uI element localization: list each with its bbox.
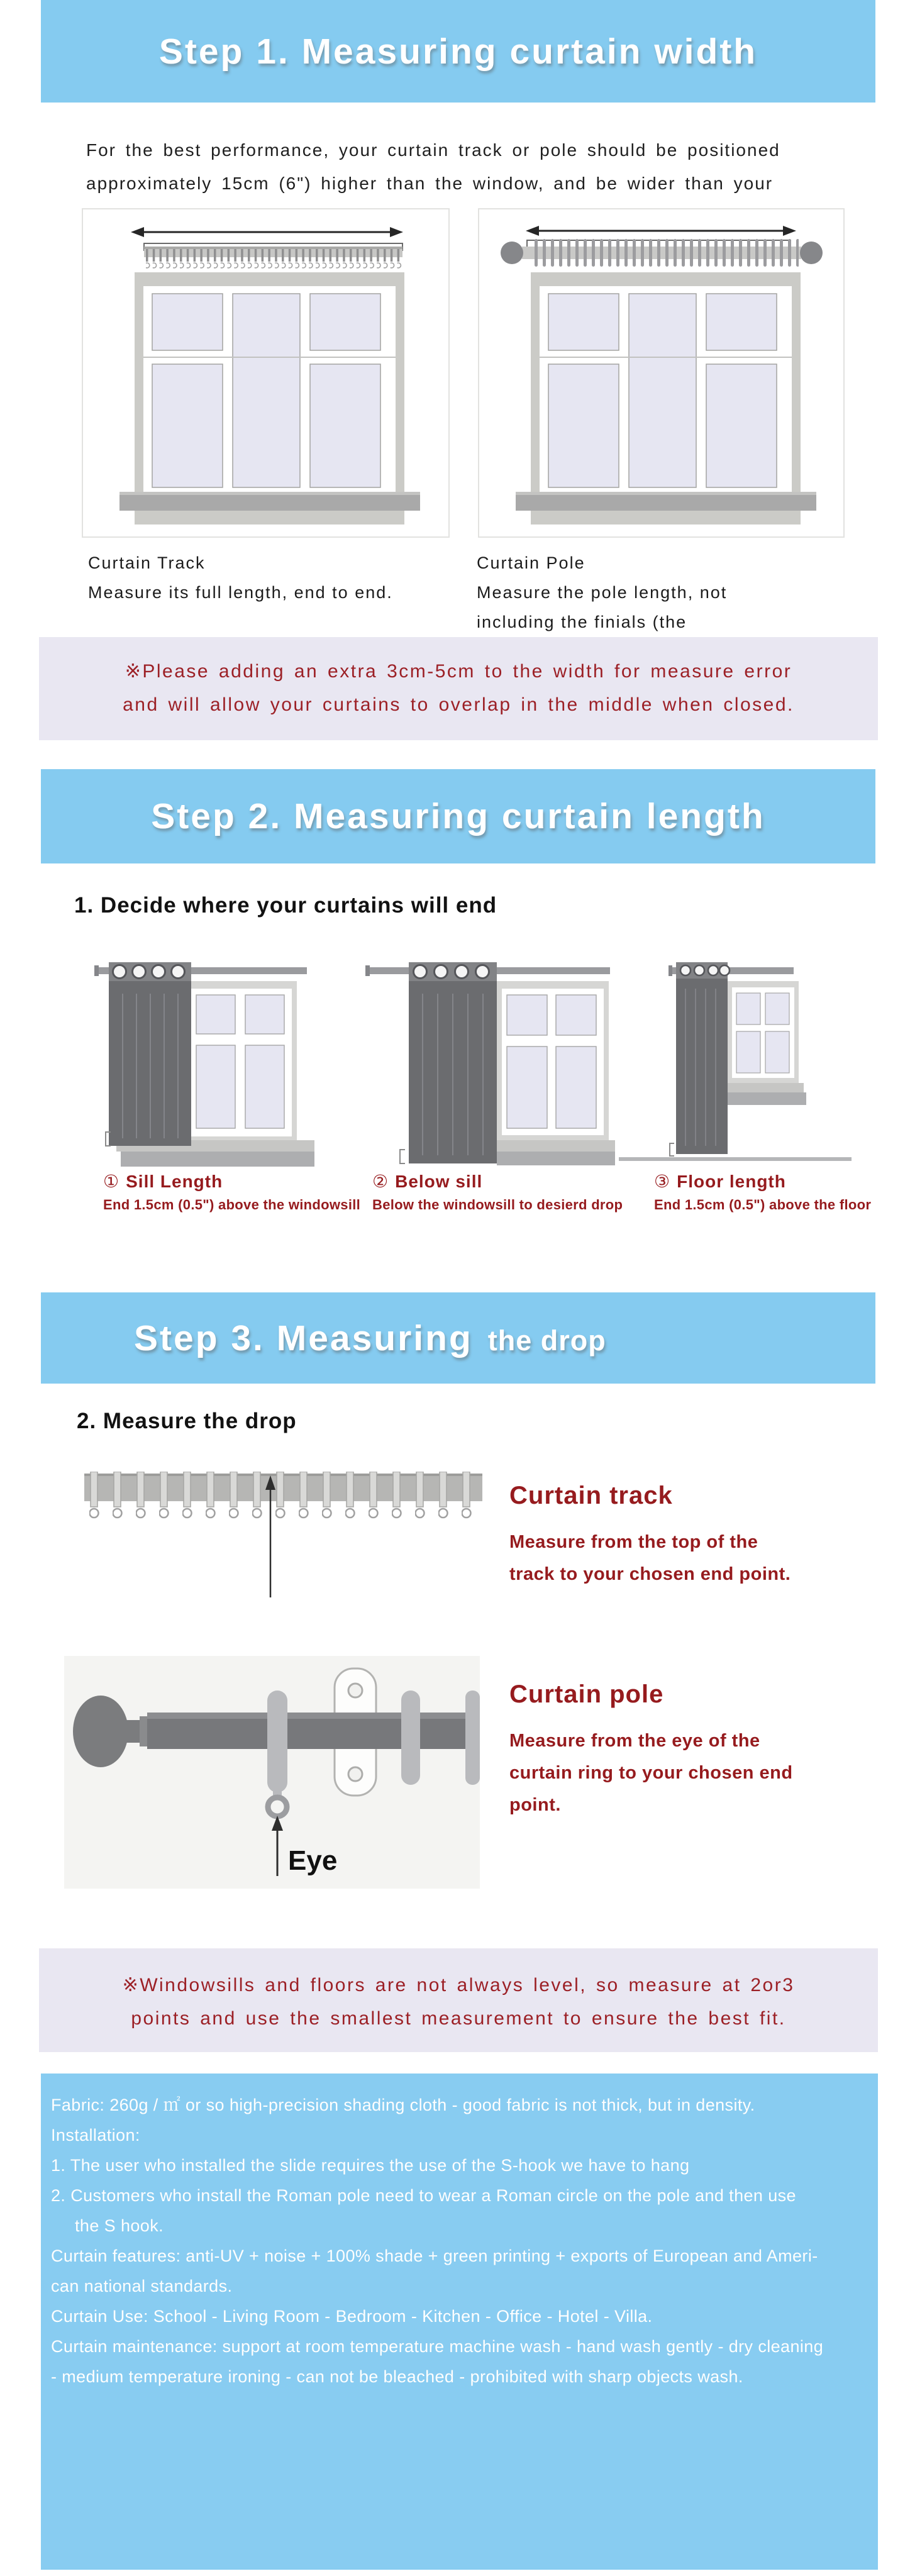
option2-desc: Below the windowsill to desierd drop (372, 1197, 623, 1213)
windowsill-graphic (119, 492, 420, 511)
grommet-curtain-graphic (409, 962, 497, 1163)
measure-mark (400, 1150, 405, 1163)
option2-label: Below sill (395, 1172, 483, 1191)
level-warning-note (39, 1948, 878, 2052)
option-floor-length (654, 1171, 871, 1213)
option2-number: ② (372, 1172, 389, 1191)
step1-banner (41, 0, 875, 103)
windowsill-graphic (492, 1140, 615, 1152)
footer-line: Fabric: 260g / ㎡ or so high-precision shading cloth - good fabric is not thick, but in density. (51, 2096, 755, 2114)
track-drop-desc2: track to your chosen end point. (509, 1564, 791, 1584)
sill-length-illustration (94, 957, 314, 1171)
pole-drop-desc1: Measure from the eye of the (509, 1731, 760, 1751)
option-below-sill (372, 1171, 623, 1213)
curtain-track-graphic (144, 247, 402, 270)
footer-line: - medium temperature ironing - can not be bleached - prohibited with sharp objects wash. (51, 2367, 743, 2386)
windowsill-graphic (723, 1083, 804, 1092)
step3-heading: 2. Measure the drop (77, 1409, 297, 1433)
floor-length-illustration (616, 957, 855, 1165)
pole-drop-desc2: curtain ring to your chosen end (509, 1763, 793, 1783)
option1-label: Sill Length (126, 1172, 223, 1191)
eye-label: Eye (288, 1845, 338, 1876)
track-caption (88, 548, 393, 608)
floor-line (619, 1157, 852, 1161)
step1-title: Step 1. Measuring curtain width (158, 31, 758, 72)
double-arrow-icon (526, 226, 796, 236)
track-window-graphic (83, 209, 448, 536)
note2-line1: ※Windowsills and floors are not always level, so measure at 2or3 (122, 1975, 795, 1996)
pole-finial (73, 1696, 128, 1767)
track-caption-desc: Measure its full length, end to end. (88, 583, 393, 602)
pole-drop-illustration (64, 1656, 480, 1889)
intro-line-2: approximately 15cm (6") higher than the window, and be wider than your (86, 174, 774, 193)
window-graphic (492, 981, 615, 1165)
note1-line2: and will allow your curtains to overlap in the middle when closed. (123, 694, 794, 715)
footer-line: Curtain maintenance: support at room temperature machine wash - hand wash gently - dry cleaning (51, 2337, 824, 2356)
footer-line: Curtain features: anti-UV + noise + 100% shade + green printing + exports of European and Ameri- (51, 2246, 818, 2265)
window-graphic (119, 272, 420, 525)
pole-window-graphic (479, 209, 843, 536)
grommet-curtain-graphic (109, 962, 191, 1146)
footer-line: can national standards. (51, 2277, 233, 2296)
windowsill-graphic (516, 492, 816, 511)
step3-title-sub: the drop (487, 1324, 606, 1357)
curtain-pole-graphic (501, 239, 823, 267)
option3-label: Floor length (677, 1172, 786, 1191)
width-warning-note (39, 637, 878, 740)
step3-title-main: Step 3. Measuring (134, 1318, 473, 1358)
below-sill-illustration (363, 957, 615, 1174)
track-drop-title: Curtain track (509, 1482, 673, 1509)
track-drop-illustration (84, 1470, 482, 1599)
step1-intro (86, 133, 853, 200)
pole-drop-title: Curtain pole (509, 1680, 664, 1708)
grommet-curtain-graphic (676, 962, 730, 1154)
footer-line: Installation: (51, 2126, 140, 2145)
curtain-track-illustration (82, 208, 450, 538)
step2-heading: 1. Decide where your curtains will end (74, 893, 497, 918)
note1-line1: ※Please adding an extra 3cm-5cm to the width for measure error (125, 661, 792, 682)
curtain-pole-illustration (478, 208, 845, 538)
measure-mark (670, 1143, 674, 1156)
footer-line: 1. The user who installed the slide requires the use of the S-hook we have to hang (51, 2156, 690, 2175)
step2-banner (41, 769, 875, 863)
step3-banner (41, 1292, 875, 1384)
option3-number: ③ (654, 1172, 671, 1191)
footer-line: Curtain Use: School - Living Room - Bedroom - Kitchen - Office - Hotel - Villa. (51, 2307, 653, 2326)
note2-line2: points and use the smallest measurement to ensure the best fit. (131, 2008, 786, 2029)
step2-title: Step 2. Measuring curtain length (151, 796, 765, 836)
up-arrow-icon (272, 1816, 283, 1876)
pole-drop-text (509, 1680, 793, 1821)
option1-desc: End 1.5cm (0.5") above the windowsill (103, 1197, 361, 1213)
footer-line: the S hook. (75, 2216, 164, 2235)
window-graphic (516, 272, 816, 525)
product-details-footer (41, 2074, 878, 2570)
option-sill-length (103, 1171, 360, 1213)
footer-line: 2. Customers who install the Roman pole need to wear a Roman circle on the pole and then use (51, 2186, 796, 2205)
pole-drop-desc3: point. (509, 1795, 561, 1815)
pole-caption-desc2: including the finials (the (477, 613, 687, 631)
pole-caption (477, 548, 727, 637)
pole-finial (800, 242, 823, 264)
ring-eye (268, 1797, 287, 1816)
double-arrow-icon (131, 227, 403, 237)
option1-number: ① (103, 1172, 120, 1191)
track-caption-title: Curtain Track (88, 553, 206, 572)
option3-desc: End 1.5cm (0.5") above the floor (654, 1197, 872, 1213)
intro-line-1: For the best performance, your curtain track or pole should be positioned (86, 140, 780, 160)
track-drop-text (509, 1482, 791, 1591)
track-drop-desc1: Measure from the top of the (509, 1532, 758, 1552)
pole-caption-desc1: Measure the pole length, not (477, 583, 728, 602)
window-graphic (723, 981, 806, 1105)
pole-caption-title: Curtain Pole (477, 553, 585, 572)
pole-finial (501, 242, 523, 264)
